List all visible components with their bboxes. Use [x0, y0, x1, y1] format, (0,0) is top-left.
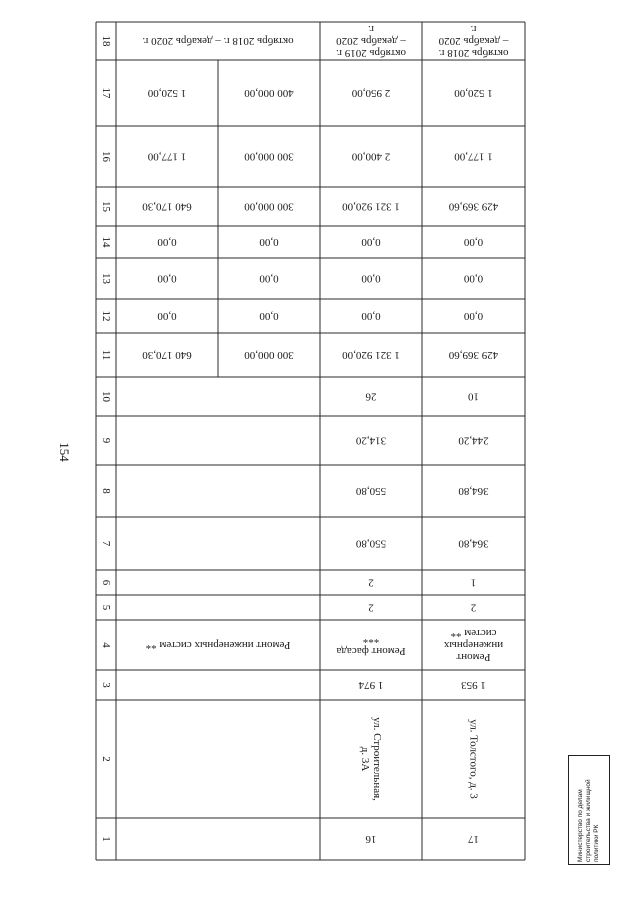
cell-line: 429 369,60 [448, 349, 499, 361]
cell-line: 2 400,00 [351, 150, 391, 163]
cell-line: 429 369,60 [448, 200, 499, 213]
table-cell [463, 310, 483, 322]
column-number [100, 488, 112, 494]
table-cell [468, 391, 480, 403]
cell-line: 1 [100, 836, 112, 842]
table-cell [259, 236, 279, 248]
cell-line: Ремонт фасада [336, 645, 406, 657]
cell-line: 640 170,30 [142, 200, 192, 213]
cell-line: 1 177,00 [454, 150, 493, 163]
cell-line: 18 [100, 35, 112, 47]
table-cell [351, 87, 390, 99]
cell-line: 0,00 [361, 272, 381, 285]
table-cell [355, 485, 386, 497]
stamp-line-2: строительства и жилищной [585, 779, 592, 862]
cell-line: 1 321 920,00 [342, 200, 400, 213]
table-cell [336, 23, 407, 59]
cell-line: 244,20 [458, 434, 489, 447]
table-cell [365, 391, 377, 403]
table-cell [368, 602, 374, 614]
cell-line: 550,80 [355, 485, 387, 497]
cell-line: 300 000,00 [244, 200, 294, 213]
cell-line: 0,00 [157, 272, 177, 285]
cell-line: 0,00 [157, 310, 177, 322]
cell-line: 0,00 [259, 236, 279, 248]
table-cell [355, 435, 386, 447]
cell-line: 15 [100, 201, 112, 212]
cell-line: 2 [470, 601, 477, 614]
table-cell [365, 833, 377, 845]
column-number [100, 391, 112, 403]
cell-line: 1 321 920,00 [342, 349, 400, 361]
cell-line: 6 [100, 579, 112, 586]
table-cell [157, 273, 177, 285]
table-cell [147, 151, 186, 163]
table-cell [244, 151, 294, 163]
cell-line: 2 [368, 576, 374, 589]
cell-line: 0,00 [361, 310, 381, 322]
cell-line: 364,80 [458, 485, 489, 497]
cell-line: 1 974 [358, 679, 384, 691]
cell-line: 300 000,00 [244, 349, 294, 361]
cell-line: 16 [100, 151, 112, 162]
cell-line: 640 170,30 [142, 349, 192, 361]
cell-line: 7 [100, 540, 112, 547]
cell-line: 400 000,00 [244, 87, 294, 99]
cell-line: 0,00 [463, 310, 484, 322]
cell-line: 1 520,00 [147, 87, 187, 99]
table-cell [448, 349, 498, 361]
table-cell [259, 273, 279, 285]
column-number [100, 237, 112, 249]
table-cell [471, 577, 477, 589]
table-cell [468, 833, 480, 845]
cell-line: 3 [100, 682, 112, 688]
cell-line: ул. Толстого, д. 3 [467, 719, 480, 799]
column-number [100, 88, 112, 100]
table-cell [142, 35, 293, 47]
cell-line: 8 [100, 488, 112, 494]
table-cell [142, 349, 192, 361]
cell-line: – декабрь 2020 [336, 35, 406, 47]
cell-line: октябрь 2018 г. – декабрь 2020 г. [142, 35, 294, 47]
table-cell [259, 310, 279, 322]
column-number [100, 836, 112, 842]
table-cell [142, 201, 192, 213]
table-cell [458, 435, 489, 447]
column-number [100, 605, 112, 611]
cell-line: 0,00 [361, 236, 381, 248]
cell-line: 11 [100, 349, 112, 361]
column-number [100, 756, 112, 762]
cell-line: 14 [100, 236, 112, 248]
cell-line: 364,80 [458, 537, 489, 550]
table-cell [361, 236, 381, 248]
table-cell [342, 201, 400, 213]
table-cell [438, 23, 509, 59]
table-cell [147, 87, 186, 99]
column-number [100, 201, 112, 213]
column-number [100, 273, 112, 285]
table-cell [461, 679, 486, 691]
cell-line: 1 177,00 [147, 150, 187, 163]
column-number [100, 350, 112, 361]
cell-line: 550,80 [355, 537, 387, 550]
cell-line: 12 [100, 310, 112, 322]
column-number [100, 151, 112, 163]
column-number [100, 580, 112, 586]
cell-line: 17 [100, 87, 112, 99]
cell-line: 2 [100, 756, 112, 762]
page-number: 154 [57, 442, 72, 462]
cell-line: октябрь 2018 г. [438, 47, 509, 59]
cell-line: 5 [100, 604, 112, 611]
cell-line: 17 [468, 833, 479, 845]
cell-line: 13 [100, 273, 112, 284]
stamp-line-3: политики РК [593, 824, 600, 862]
cell-line: инженерных [443, 639, 504, 651]
cell-line: д. 3А [359, 746, 371, 772]
cell-line: 2 [368, 601, 374, 614]
column-number [100, 36, 112, 48]
registration-stamp [568, 755, 610, 865]
cell-line: 0,00 [463, 272, 484, 285]
cell-line: 1 953 [461, 679, 486, 691]
cell-line: г. [470, 23, 477, 35]
table-cell [355, 538, 386, 550]
column-number [100, 541, 112, 547]
cell-line: 0,00 [259, 272, 279, 285]
table-cell [157, 236, 177, 248]
table-cell [244, 87, 294, 99]
cell-line: 0,00 [259, 310, 279, 322]
table-cell [359, 717, 383, 801]
table-cell [342, 349, 400, 361]
cell-line: Ремонт [456, 651, 491, 663]
column-number [100, 682, 112, 688]
cell-line: 1 [470, 576, 477, 589]
cell-line: октябрь 2019 г. [335, 47, 407, 59]
stamp-line-1: Министерство по делам [577, 789, 584, 862]
cell-line: 16 [365, 833, 377, 845]
cell-line: 4 [100, 642, 112, 648]
cell-line: 10 [100, 391, 112, 402]
cell-line: Ремонт инженерных систем ** [145, 639, 291, 651]
cell-line: г. [367, 23, 375, 35]
table-cell [351, 151, 390, 163]
cell-line: 10 [468, 390, 479, 403]
cell-line: – декабрь 2020 [438, 35, 509, 47]
cell-line: 300 000,00 [244, 150, 294, 163]
table-cell [458, 538, 489, 550]
cell-line: ул. Строительная, [371, 717, 383, 801]
table-cell [368, 577, 374, 589]
table-cell [463, 236, 483, 248]
cell-line: систем ** [450, 627, 497, 639]
table-cell [157, 310, 177, 322]
table-cell [454, 151, 493, 163]
column-number [100, 311, 112, 322]
table-cell [146, 639, 291, 651]
table-cell [454, 87, 493, 99]
cell-line: 0,00 [157, 236, 177, 248]
column-number [100, 642, 112, 648]
cell-line: 2 950,00 [351, 87, 391, 99]
table-cell [448, 201, 498, 213]
cell-line: 314,20 [355, 434, 387, 447]
table-cell [458, 485, 489, 497]
table-cell [361, 310, 381, 322]
table-cell [361, 273, 381, 285]
cell-line: 1 520,00 [454, 87, 493, 99]
table-cell [471, 602, 477, 614]
cell-line: 26 [365, 390, 377, 403]
table-cell [358, 679, 383, 691]
table-cell [468, 719, 480, 799]
cell-line: *** [362, 633, 380, 645]
table-cell [336, 633, 405, 657]
table-cell [443, 627, 503, 663]
cell-line: 0,00 [463, 236, 484, 248]
cell-line: 9 [100, 437, 112, 444]
column-number [100, 438, 112, 444]
table-cell [244, 349, 294, 361]
table-cell [463, 273, 483, 285]
table-cell [244, 201, 294, 213]
